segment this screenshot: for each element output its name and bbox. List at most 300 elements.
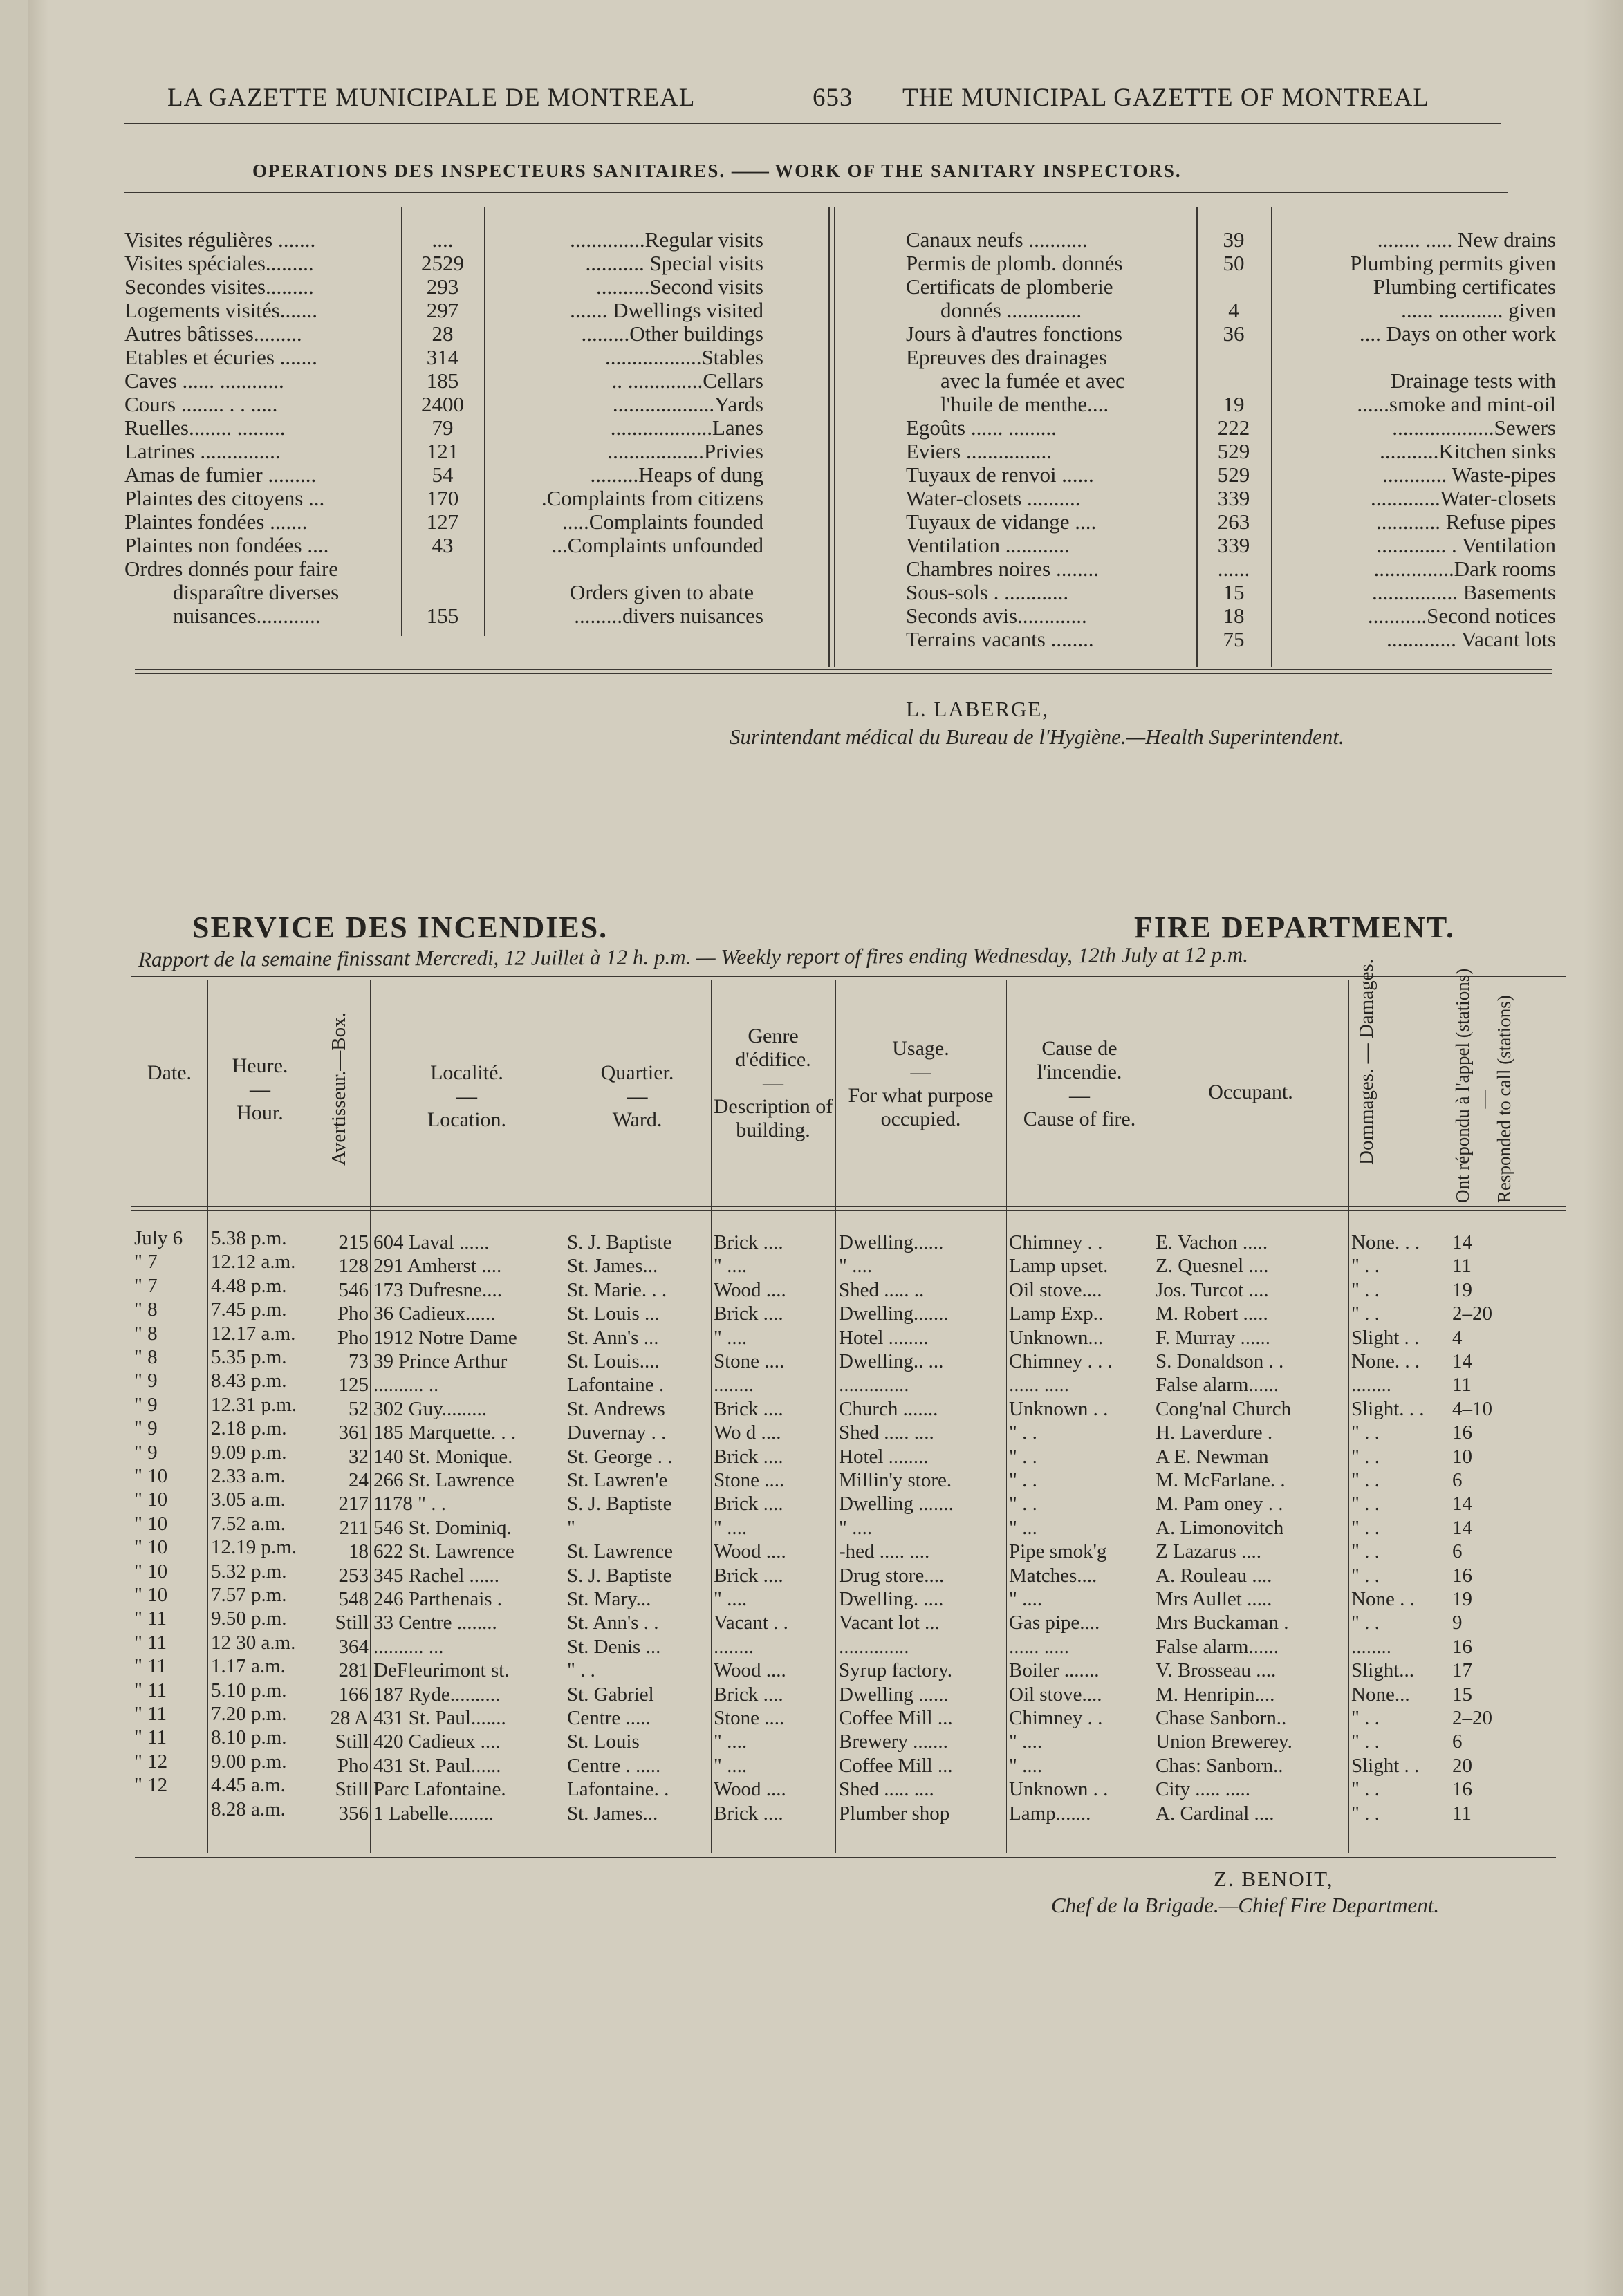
fire-cell-hour: 5.32 p.m.	[211, 1560, 287, 1583]
fire-cell-cause: Unknown . .	[1009, 1397, 1109, 1420]
fire-cell-damages: " . .	[1351, 1421, 1380, 1444]
fire-cell-date: " 10	[134, 1536, 168, 1559]
fire-cell-date: " 11	[134, 1655, 167, 1678]
fire-cell-location: 1912 Notre Dame	[373, 1326, 517, 1349]
fire-cell-stations: 16	[1452, 1564, 1472, 1587]
fire-cell-box: 364	[338, 1635, 369, 1658]
sanitary-title-en: WORK OF THE SANITARY INSPECTORS.	[775, 160, 1182, 181]
sanitary-entry: ........... Special visits	[585, 251, 763, 275]
fire-cell-hour: 4.45 a.m.	[211, 1774, 286, 1797]
fire-table-bottom-rule	[135, 1857, 1556, 1858]
sanitary-entry: Plaintes des citoyens ...	[124, 486, 325, 510]
fire-cell-box: Still	[335, 1778, 369, 1801]
sanitary-entry: Etables et écuries .......	[124, 345, 317, 369]
fire-cell-occupant: Union Brewerey.	[1156, 1730, 1292, 1753]
fire-cell-occupant: V. Brosseau ....	[1156, 1659, 1277, 1682]
fire-cell-stations: 11	[1452, 1802, 1472, 1824]
fire-cell-damages: " . .	[1351, 1707, 1380, 1729]
fire-cell-date: " 7	[134, 1251, 158, 1273]
fire-cell-cause: Lamp Exp..	[1009, 1303, 1104, 1325]
fire-cell-date: " 9	[134, 1393, 158, 1416]
fire-cell-cause: Oil stove....	[1009, 1278, 1102, 1301]
fire-cell-ward: St. Andrews	[567, 1397, 665, 1420]
fire-cell-hour: 5.35 p.m.	[211, 1346, 287, 1368]
fire-subtitle: Rapport de la semaine finissant Mercredi, 12 Juillet à 12 h. p.m. — Weekly report of fires ending Wednesday, 12th July at 12 p.m.	[138, 942, 1249, 971]
sanitary-entry: Epreuves des drainages	[906, 345, 1107, 369]
fire-cell-ward: St. Lawren'e	[567, 1469, 668, 1491]
fire-cell-stations: 14	[1452, 1350, 1472, 1372]
fire-cell-location: 420 Cadieux ....	[373, 1730, 501, 1753]
fire-cell-date: " 12	[134, 1774, 168, 1797]
fire-cell-damages: " . .	[1351, 1278, 1380, 1301]
sanitary-entry: ....... Dwellings visited	[570, 298, 763, 322]
fire-cell-stations: 16	[1452, 1421, 1472, 1444]
sanitary-entry: 50	[1223, 251, 1245, 275]
sanitary-entry: Canaux neufs ...........	[906, 227, 1088, 252]
sanitary-entry: Logements visités.......	[124, 298, 317, 322]
fire-cell-location: 187 Ryde..........	[373, 1683, 501, 1706]
fire-cell-cause: " ....	[1009, 1588, 1043, 1610]
sanitary-entry: Water-closets ..........	[906, 486, 1081, 510]
fire-cell-damages: " . .	[1351, 1802, 1380, 1824]
sanitary-entry: 2400	[421, 392, 464, 416]
sanitary-entry: 155	[426, 604, 459, 628]
san-rule-3	[828, 207, 830, 667]
sanitary-bottom-rule	[135, 669, 1552, 670]
fire-cell-building: Brick ....	[714, 1397, 783, 1420]
fire-cell-hour: 5.10 p.m.	[211, 1679, 287, 1701]
fire-cell-damages: " . .	[1351, 1445, 1380, 1468]
sanitary-entry: .............Water-closets	[1370, 486, 1556, 510]
fire-cell-cause: " . .	[1009, 1421, 1037, 1444]
fire-cell-occupant: E. Vachon .....	[1156, 1231, 1268, 1253]
fire-cell-usage: Drug store....	[839, 1564, 945, 1587]
fire-cell-ward: St. Lawrence	[567, 1540, 673, 1563]
fire-cell-damages: Slight . .	[1351, 1326, 1420, 1349]
fire-cell-usage: Dwelling.. ...	[839, 1350, 944, 1372]
fire-cell-location: 345 Rachel ......	[373, 1564, 500, 1587]
fire-cell-usage: Shed ..... ..	[839, 1278, 925, 1301]
fire-cell-usage: Shed ..... ....	[839, 1421, 934, 1444]
title-dash: ——	[731, 160, 769, 181]
fire-cell-usage: Dwelling.......	[839, 1303, 949, 1325]
fire-cell-box: 52	[349, 1397, 369, 1420]
fire-cell-hour: 4.48 p.m.	[211, 1274, 287, 1297]
fire-cell-usage: Coffee Mill ...	[839, 1754, 953, 1777]
fire-cell-cause: Matches....	[1009, 1564, 1097, 1587]
fire-cell-cause: Chimney . .	[1009, 1707, 1103, 1729]
fire-cell-damages: ........	[1351, 1374, 1391, 1397]
fire-cell-stations: 6	[1452, 1540, 1463, 1563]
fire-cell-occupant: M. Pam oney . .	[1156, 1493, 1283, 1515]
fire-cell-stations: 6	[1452, 1469, 1463, 1491]
sanitary-entry: Latrines ...............	[124, 439, 281, 463]
sanitary-entry: ....	[432, 227, 454, 252]
fire-cell-box: 211	[339, 1516, 369, 1539]
fire-cell-usage: Syrup factory.	[839, 1659, 953, 1682]
fire-cell-box: 215	[338, 1231, 369, 1253]
fire-cell-ward: St. Louis	[567, 1730, 640, 1753]
fire-cell-occupant: False alarm......	[1156, 1635, 1279, 1658]
sanitary-entry: Chambres noires ........	[906, 557, 1099, 581]
sanitary-entry: 54	[432, 463, 454, 487]
fire-cell-date: " 10	[134, 1465, 168, 1487]
fire-cell-location: 546 St. Dominiq.	[373, 1516, 512, 1539]
fire-cell-cause: " ....	[1009, 1754, 1043, 1777]
fire-cell-usage: Hotel ........	[839, 1326, 929, 1349]
sanitary-entry: Secondes visites.........	[124, 274, 314, 299]
col-ward: Quartier. — Ward.	[600, 1061, 674, 1131]
fire-cell-usage: Plumber shop	[839, 1802, 950, 1824]
sanitary-entry: Amas de fumier .........	[124, 463, 317, 487]
fire-cell-occupant: M. Henripin....	[1156, 1683, 1275, 1706]
fire-cell-occupant: A E. Newman	[1156, 1445, 1269, 1468]
sanitary-top-rule	[124, 192, 1508, 193]
fire-cell-cause: Lamp upset.	[1009, 1255, 1109, 1278]
fire-cell-box: 356	[338, 1802, 369, 1824]
fire-cell-box: 128	[338, 1255, 369, 1278]
sanitary-entry: 18	[1223, 604, 1245, 628]
fire-cell-location: 431 St. Paul......	[373, 1754, 501, 1777]
fire-cell-date: " 8	[134, 1322, 158, 1345]
fire-cell-damages: ........	[1351, 1635, 1391, 1658]
fire-cell-hour: 2.18 p.m.	[211, 1417, 287, 1440]
fire-cell-usage: Dwelling .......	[839, 1493, 954, 1515]
sanitary-entry: 121	[426, 439, 459, 463]
fire-cell-ward: St. James...	[567, 1802, 658, 1824]
fire-cell-stations: 19	[1452, 1588, 1472, 1610]
fire-cell-cause: Unknown . .	[1009, 1778, 1109, 1801]
fire-cell-damages: None...	[1351, 1683, 1410, 1706]
fire-cell-stations: 17	[1452, 1659, 1472, 1682]
sanitary-entry: ..........Second visits	[596, 274, 763, 299]
fire-cell-damages: " . .	[1351, 1493, 1380, 1515]
fire-cell-damages: Slight. . .	[1351, 1397, 1425, 1420]
col-date: Date.	[147, 1061, 192, 1084]
fire-cell-hour: 12 30 a.m.	[211, 1631, 296, 1654]
sanitary-entry: 529	[1217, 463, 1250, 487]
sanitary-entry: Ruelles........ .........	[124, 416, 286, 440]
fire-cell-hour: 9.50 p.m.	[211, 1607, 287, 1630]
sanitary-entry: 185	[426, 368, 459, 393]
sanitary-entry: ............. Vacant lots	[1386, 627, 1556, 651]
fire-cell-hour: 7.52 a.m.	[211, 1512, 286, 1535]
fire-cell-usage: Dwelling......	[839, 1231, 944, 1253]
sanitary-entry: Terrains vacants ........	[906, 627, 1094, 651]
sanitary-entry: 75	[1223, 627, 1245, 651]
sanitary-entry: Visites spéciales.........	[124, 251, 314, 275]
fire-cell-stations: 19	[1452, 1278, 1472, 1301]
fire-cell-date: " 9	[134, 1417, 158, 1440]
fire-cell-hour: 5.38 p.m.	[211, 1227, 287, 1249]
sanitary-entry: 39	[1223, 227, 1245, 252]
fire-cell-location: Parc Lafontaine.	[373, 1778, 506, 1801]
sanitary-entry: ...................Yards	[612, 392, 763, 416]
sanitary-entry: Plumbing certificates	[1373, 274, 1556, 299]
fire-cell-stations: 4	[1452, 1326, 1463, 1349]
fire-cell-location: 39 Prince Arthur	[373, 1350, 508, 1372]
fire-cell-building: Brick ....	[714, 1303, 783, 1325]
fire-cell-damages: None. . .	[1351, 1231, 1420, 1253]
fire-cell-location: 246 Parthenais .	[373, 1588, 503, 1610]
fire-cell-date: " 10	[134, 1512, 168, 1535]
sanitary-entry: 4	[1228, 298, 1239, 322]
fire-cell-building: Wood ....	[714, 1778, 786, 1801]
fire-cell-hour: 1.17 a.m.	[211, 1655, 286, 1678]
fire-cell-occupant: Z. Quesnel ....	[1156, 1255, 1269, 1278]
fire-cell-damages: " . .	[1351, 1564, 1380, 1587]
fire-cell-box: Pho	[337, 1303, 369, 1325]
sanitary-entry: 19	[1223, 392, 1245, 416]
fire-title-fr: SERVICE DES INCENDIES.	[192, 911, 609, 944]
fire-cell-occupant: F. Murray ......	[1156, 1326, 1271, 1349]
fire-cell-hour: 7.20 p.m.	[211, 1703, 287, 1725]
fire-cell-location: .......... ...	[373, 1635, 444, 1658]
fire-cell-box: 32	[349, 1445, 369, 1468]
sanitary-entry: ............ Waste-pipes	[1382, 463, 1556, 487]
fire-cell-damages: " . .	[1351, 1730, 1380, 1753]
sanitary-entry: Cours ........ . . .....	[124, 392, 278, 416]
fire-cell-box: 281	[338, 1659, 369, 1682]
fire-cell-building: " ....	[714, 1588, 748, 1610]
fire-cell-occupant: H. Laverdure .	[1156, 1421, 1273, 1444]
fire-cell-date: " 7	[134, 1274, 158, 1297]
fire-cell-building: Brick ....	[714, 1564, 783, 1587]
fire-cell-box: Pho	[337, 1754, 369, 1777]
sanitary-entry: Plumbing permits given	[1350, 251, 1556, 275]
fire-cell-damages: " . .	[1351, 1778, 1380, 1801]
fire-cell-occupant: M. Robert .....	[1156, 1303, 1268, 1325]
fire-cell-ward: St. Mary...	[567, 1588, 651, 1610]
fire-cell-cause: " ...	[1009, 1516, 1037, 1539]
fire-cell-date: " 11	[134, 1607, 167, 1630]
fire-cell-hour: 7.45 p.m.	[211, 1298, 287, 1321]
fire-cell-cause: Chimney . .	[1009, 1231, 1103, 1253]
sanitary-entry: l'huile de menthe....	[940, 392, 1109, 416]
fire-cell-damages: " . .	[1351, 1255, 1380, 1278]
sanitary-entry: ............ Refuse pipes	[1375, 510, 1556, 534]
fire-cell-box: 73	[349, 1350, 369, 1372]
page-number: 653	[813, 84, 853, 112]
sanitary-entry: ...Complaints unfounded	[551, 533, 763, 557]
fire-cell-building: Brick ....	[714, 1493, 783, 1515]
fire-cell-occupant: Chase Sanborn..	[1156, 1707, 1287, 1729]
fire-cell-stations: 14	[1452, 1231, 1472, 1253]
fire-cell-date: " 10	[134, 1584, 168, 1606]
sanitary-entry: Plaintes fondées .......	[124, 510, 308, 534]
fire-cell-cause: " . .	[1009, 1469, 1037, 1491]
sanitary-entry: ......	[1217, 557, 1250, 581]
sanitary-entry: Orders given to abate	[570, 580, 754, 604]
fire-cell-location: 1178 " . .	[373, 1493, 447, 1515]
fire-cell-building: " ....	[714, 1516, 748, 1539]
sanitary-entry: 2529	[421, 251, 464, 275]
sanitary-entry: Egoûts ...... .........	[906, 416, 1057, 440]
fire-cell-box: 546	[338, 1278, 369, 1301]
fire-cell-location: .......... ..	[373, 1374, 439, 1397]
fire-cell-date: " 12	[134, 1750, 168, 1773]
fire-cell-ward: St. Ann's . .	[567, 1612, 659, 1634]
fire-cell-box: Still	[335, 1612, 369, 1634]
sanitary-entry: 263	[1217, 510, 1250, 534]
fire-cell-box: 28 A	[330, 1707, 369, 1729]
fire-cell-hour: 8.43 p.m.	[211, 1370, 287, 1392]
fire-cell-occupant: Mrs Aullet .....	[1156, 1588, 1272, 1610]
sanitary-entry: Permis de plomb. donnés	[906, 251, 1123, 275]
fire-cell-location: 173 Dufresne....	[373, 1278, 503, 1301]
fire-cell-stations: 16	[1452, 1635, 1472, 1658]
fire-cell-stations: 2–20	[1452, 1303, 1492, 1325]
sanitary-entry: Tuyaux de vidange ....	[906, 510, 1097, 534]
fire-cell-box: Still	[335, 1730, 369, 1753]
sanitary-entry: .Complaints from citizens	[541, 486, 763, 510]
fire-cell-ward: " . .	[567, 1659, 595, 1682]
sanitary-entry: ...... ............ given	[1401, 298, 1556, 322]
fire-cell-usage: " ....	[839, 1516, 873, 1539]
sanitary-entry: Drainage tests with	[1390, 368, 1556, 393]
fire-cell-ward: S. J. Baptiste	[567, 1493, 672, 1515]
fire-cell-location: 140 St. Monique.	[373, 1445, 513, 1468]
sanitary-entry: Certificats de plomberie	[906, 274, 1113, 299]
san-rule-2	[484, 207, 485, 636]
fire-cell-cause: Lamp.......	[1009, 1802, 1091, 1824]
fire-cell-damages: None. . .	[1351, 1350, 1420, 1372]
col-building: Genre d'édifice. — Description of building.	[713, 1025, 833, 1141]
sanitary-entry: 314	[426, 345, 459, 369]
fire-cell-occupant: Chas: Sanborn..	[1156, 1754, 1283, 1777]
fire-cell-damages: Slight . .	[1351, 1754, 1420, 1777]
fire-cell-building: Wo d ....	[714, 1421, 781, 1444]
sanitary-entry: Sous-sols . ............	[906, 580, 1069, 604]
fire-cell-stations: 6	[1452, 1730, 1463, 1753]
fire-cell-stations: 16	[1452, 1778, 1472, 1801]
sanitary-entry: 293	[426, 274, 459, 299]
fire-cell-ward: St. Ann's ...	[567, 1326, 659, 1349]
fire-cell-occupant: Z Lazarus ....	[1156, 1540, 1261, 1563]
sanitary-entry: 297	[426, 298, 459, 322]
fire-cell-hour: 3.05 a.m.	[211, 1488, 286, 1511]
fire-cell-occupant: A. Limonovitch	[1156, 1516, 1284, 1539]
fire-cell-building: Brick ....	[714, 1231, 783, 1253]
sanitary-entry: .....Complaints founded	[562, 510, 763, 534]
fire-cell-ward: Centre . .....	[567, 1754, 661, 1777]
fire-cell-box: 361	[338, 1421, 369, 1444]
sanitary-entry: Tuyaux de renvoi ......	[906, 463, 1094, 487]
header-right-title: THE MUNICIPAL GAZETTE OF MONTREAL	[902, 84, 1429, 112]
header-rule	[124, 123, 1501, 124]
fire-cell-usage: Dwelling ......	[839, 1683, 949, 1706]
sanitary-entry: ..................Stables	[604, 345, 763, 369]
fire-cell-ward: St. George . .	[567, 1445, 673, 1468]
sanitary-entry: .........divers nuisances	[574, 604, 763, 628]
fire-cell-usage: Dwelling. ....	[839, 1588, 944, 1610]
sanitary-entry: 36	[1223, 321, 1245, 346]
fire-cell-damages: " . .	[1351, 1612, 1380, 1634]
fire-cell-occupant: City ..... .....	[1156, 1778, 1250, 1801]
fire-table-top-rule	[131, 976, 1566, 977]
fire-cell-ward: St. Denis ...	[567, 1635, 661, 1658]
fire-cell-usage: Hotel ........	[839, 1445, 929, 1468]
header-left-title: LA GAZETTE MUNICIPALE DE MONTREAL	[167, 84, 696, 112]
sanitary-entry: nuisances............	[173, 604, 321, 628]
sanitary-entry: 15	[1223, 580, 1245, 604]
sanitary-entry: ..............Regular visits	[570, 227, 763, 252]
sanitary-entry: Caves ...... ............	[124, 368, 284, 393]
fire-cell-date: " 8	[134, 1346, 158, 1368]
sanitary-entry: 222	[1217, 416, 1250, 440]
sanitary-title-fr: OPERATIONS DES INSPECTEURS SANITAIRES.	[252, 160, 726, 181]
sanitary-entry: 339	[1217, 533, 1250, 557]
fire-cell-stations: 2–20	[1452, 1707, 1492, 1729]
sanitary-entry: 79	[432, 416, 454, 440]
fire-cell-date: " 8	[134, 1298, 158, 1321]
sanitary-entry: 170	[426, 486, 459, 510]
sanitary-entry: ...................Lanes	[610, 416, 763, 440]
fire-cell-stations: 14	[1452, 1493, 1472, 1515]
fire-table-header-rule-2	[131, 1210, 1566, 1211]
fire-cell-box: 24	[349, 1469, 369, 1491]
fire-cell-date: " 9	[134, 1441, 158, 1464]
fire-cell-hour: 7.57 p.m.	[211, 1584, 287, 1606]
fire-cell-box: 18	[349, 1540, 369, 1563]
fire-cell-usage: Church .......	[839, 1397, 938, 1420]
sanitary-entry: avec la fumée et avec	[940, 368, 1125, 393]
fire-cell-cause: Oil stove....	[1009, 1683, 1102, 1706]
fire-cell-box: 125	[338, 1374, 369, 1397]
sanitary-entry: disparaître diverses	[173, 580, 340, 604]
fire-cell-date: " 11	[134, 1631, 167, 1654]
col-stations: Ont répondu à l'appel (stations) — Responded to call (stations)	[1452, 968, 1514, 1203]
fire-cell-building: Vacant . .	[714, 1612, 788, 1634]
fire-cell-hour: 9.00 p.m.	[211, 1750, 287, 1773]
col-occupant: Occupant.	[1208, 1081, 1293, 1103]
sanitary-bottom-rule-2	[135, 673, 1552, 674]
sanitary-entry: ........ ..... New drains	[1377, 227, 1556, 252]
sanitary-entry: ...........Second notices	[1367, 604, 1556, 628]
col-hour: Heure. — Hour.	[232, 1054, 288, 1124]
fire-cell-location: 302 Guy.........	[373, 1397, 488, 1420]
fire-cell-date: July 6	[134, 1227, 183, 1249]
fire-cell-box: 253	[338, 1564, 369, 1587]
fire-cell-cause: Pipe smok'g	[1009, 1540, 1107, 1563]
fire-cell-building: " ....	[714, 1730, 748, 1753]
fire-cell-usage: -hed ..... ....	[839, 1540, 930, 1563]
sanitary-entry: ...................Sewers	[1392, 416, 1556, 440]
fire-cell-usage: Shed ..... ....	[839, 1778, 934, 1801]
fire-cell-location: 1 Labelle.........	[373, 1802, 494, 1824]
fire-cell-stations: 14	[1452, 1516, 1472, 1539]
sanitary-entry: ...........Kitchen sinks	[1380, 439, 1556, 463]
fire-cell-building: Stone ....	[714, 1469, 785, 1491]
fire-cell-stations: 10	[1452, 1445, 1472, 1468]
fire-cell-damages: " . .	[1351, 1303, 1380, 1325]
fire-cell-location: 291 Amherst ....	[373, 1255, 502, 1278]
sanitary-entry: ......smoke and mint-oil	[1357, 392, 1556, 416]
fire-cell-hour: 12.31 p.m.	[211, 1393, 297, 1416]
fire-cell-ward: Duvernay . .	[567, 1421, 667, 1444]
fire-cell-cause: " . .	[1009, 1445, 1037, 1468]
sanitary-entry: 43	[432, 533, 454, 557]
col-damages: Dommages. — Damages.	[1355, 959, 1378, 1165]
fire-cell-location: 33 Centre ........	[373, 1612, 497, 1634]
fire-cell-cause: Boiler .......	[1009, 1659, 1100, 1682]
fire-cell-damages: None . .	[1351, 1588, 1415, 1610]
sanitary-entry: .. ..............Cellars	[611, 368, 763, 393]
fire-cell-stations: 4–10	[1452, 1397, 1492, 1420]
fire-cell-box: Pho	[337, 1326, 369, 1349]
fire-cell-date: " 10	[134, 1488, 168, 1511]
fire-cell-ward: "	[567, 1516, 575, 1539]
